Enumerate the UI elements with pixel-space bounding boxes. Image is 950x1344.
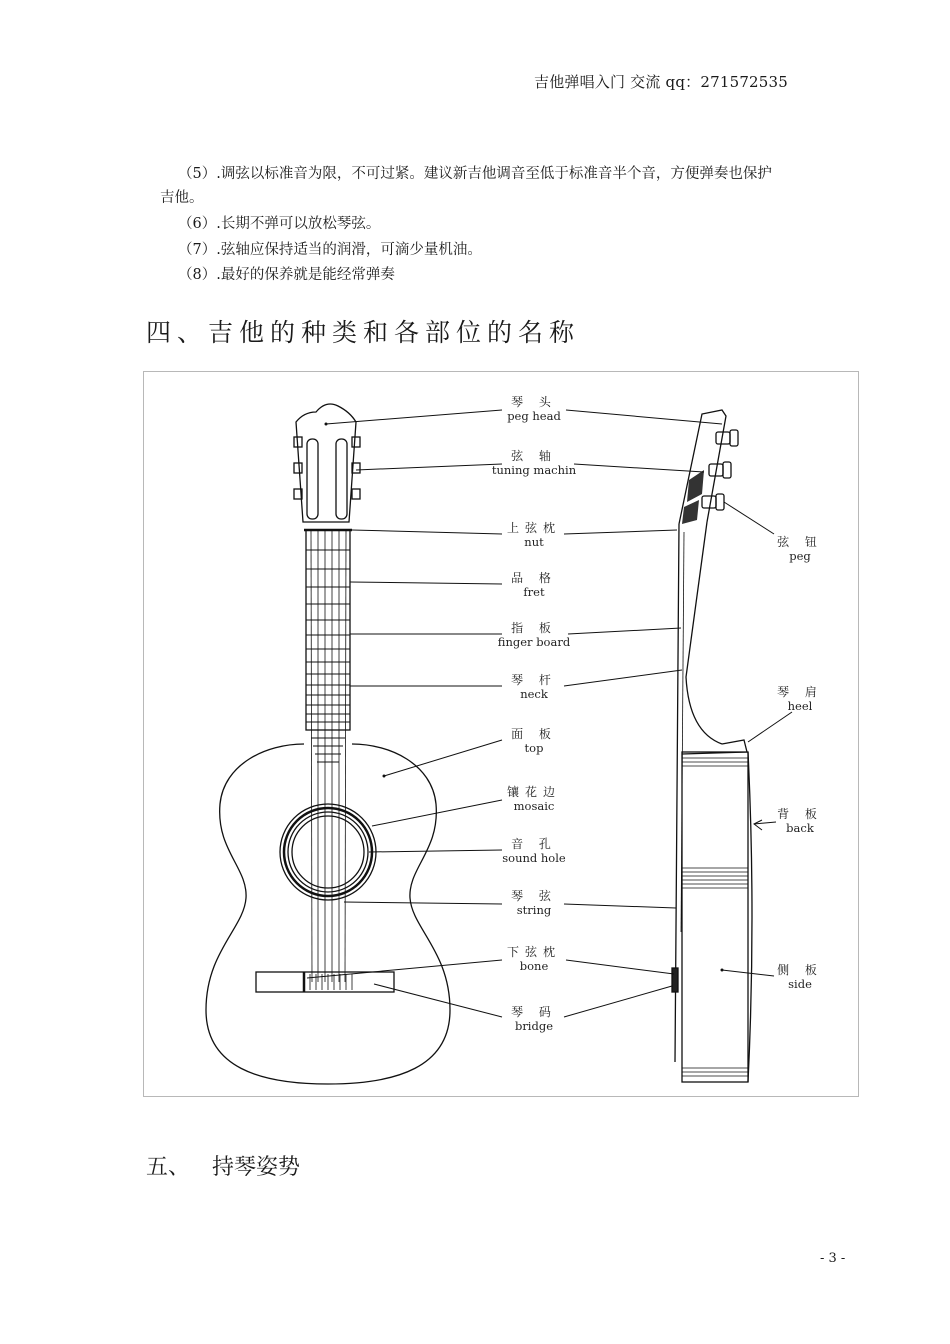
front-frets — [306, 550, 350, 762]
label-bone-en: bone — [519, 959, 549, 973]
front-fingerboard — [306, 530, 350, 730]
paragraph-6: （6）.长期不弹可以放松琴弦。 — [178, 216, 381, 232]
section-5-title: 持琴姿势 — [212, 1155, 301, 1180]
label-nut-en: nut — [524, 535, 544, 549]
front-guitar-body — [206, 744, 450, 1084]
label-back-zh: 背 板 — [777, 807, 823, 821]
leader-lines — [307, 410, 792, 1017]
front-sound-hole — [292, 816, 364, 888]
front-strings — [311, 530, 346, 982]
paragraph-7: （7）.弦轴应保持适当的润滑，可滴少量机油。 — [178, 242, 482, 258]
paragraph-5-line-1: （5）.调弦以标准音为限，不可过紧。建议新吉他调音至低于标准音半个音，方便弹奏也保护 — [178, 166, 772, 182]
side-bridge — [672, 968, 678, 992]
label-nut-zh: 上弦枕 — [506, 521, 562, 535]
page-header: 吉他弹唱入门 交流 qq：271572535 — [534, 73, 789, 91]
side-body — [682, 752, 748, 1082]
section-5-heading — [146, 1150, 300, 1181]
front-mosaic-rosette — [280, 804, 376, 900]
label-heel-en: heel — [787, 699, 813, 713]
label-peg-zh: 弦 钮 — [777, 535, 823, 549]
side-purfling — [682, 758, 748, 1076]
page-number: - 3 - — [820, 1251, 846, 1266]
label-peg-en: peg — [789, 549, 811, 563]
label-top-zh: 面 板 — [511, 727, 557, 741]
label-heel-zh: 琴 肩 — [777, 685, 823, 699]
label-back-en: back — [786, 821, 814, 835]
label-bridge-en: bridge — [514, 1019, 554, 1033]
label-neck-en: neck — [520, 687, 548, 701]
center-labels — [492, 394, 577, 1033]
label-mosaic-en: mosaic — [513, 799, 555, 813]
label-sound-hole-en: sound hole — [502, 851, 566, 865]
paragraph-8: （8）.最好的保养就是能经常弹奏 — [178, 267, 395, 283]
label-sound-hole-zh: 音 孔 — [511, 837, 557, 851]
guitar-diagram — [144, 372, 860, 1098]
guitar-parts-figure — [143, 371, 859, 1097]
label-bridge-zh: 琴 码 — [511, 1005, 557, 1019]
label-bone-zh: 下弦枕 — [506, 945, 562, 959]
section-5-number: 五、 — [146, 1155, 191, 1180]
side-tuning-pegs — [702, 430, 738, 510]
front-tuning-pegs — [294, 437, 360, 499]
label-string-zh: 琴 弦 — [511, 889, 557, 903]
section-4-heading: 四、吉他的种类和各部位的名称 — [146, 318, 581, 347]
label-fret-en: fret — [523, 585, 545, 599]
paragraph-5-line-2: 吉他。 — [160, 190, 204, 206]
label-mosaic-zh: 镶花边 — [506, 785, 562, 799]
front-headstock-slot-right — [336, 439, 347, 519]
label-top-en: top — [524, 741, 544, 755]
label-string-en: string — [516, 903, 552, 917]
label-fret-zh: 品 格 — [511, 571, 557, 585]
side-labels — [777, 535, 823, 991]
front-headstock-slot-left — [307, 439, 318, 519]
label-peg-head-zh: 琴 头 — [511, 395, 557, 409]
label-neck-zh: 琴 杆 — [511, 673, 557, 687]
label-finger-board-en: finger board — [497, 635, 571, 649]
label-side-zh: 侧 板 — [777, 963, 823, 977]
label-side-en: side — [788, 977, 812, 991]
label-tuning-machine-en: tuning machin — [491, 463, 577, 477]
label-finger-board-zh: 指 板 — [511, 621, 557, 635]
label-peg-head-en: peg head — [507, 409, 561, 423]
label-tuning-machine-zh: 弦 轴 — [511, 449, 557, 463]
